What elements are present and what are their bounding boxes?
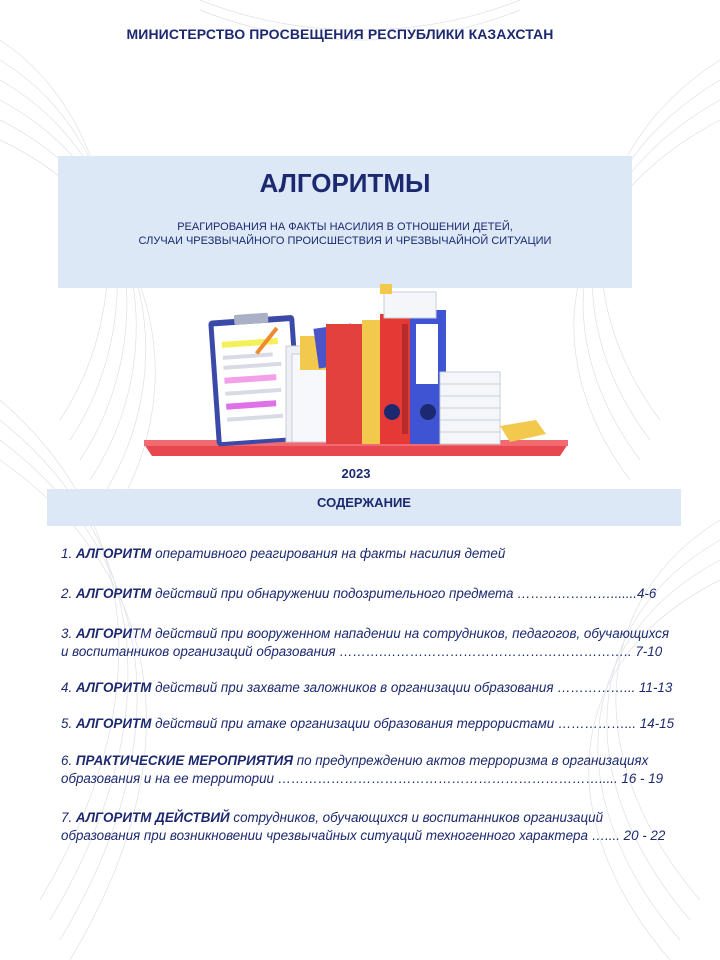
toc-item-number: 7. (61, 810, 76, 825)
toc-item-bold: АЛГОРИТМ (75, 680, 152, 695)
toc-item-text: действий при обнаружении подозрительного предмета ………………….......4-6 (151, 586, 657, 601)
toc-item-number: 2. (61, 586, 76, 601)
toc-item (61, 585, 681, 603)
toc-item-text: действий при захвате заложников в организации образования ……………... 11-13 (151, 680, 673, 695)
toc-item-number: 5. (61, 716, 76, 731)
ministry-header: МИНИСТЕРСТВО ПРОСВЕЩЕНИЯ РЕСПУБЛИКИ КАЗАХСТАН (126, 26, 554, 42)
documents-folders-illustration (140, 284, 572, 458)
year-label: 2023 (341, 466, 371, 481)
contents-heading: СОДЕРЖАНИЕ (317, 495, 411, 510)
toc-item-text-continued: образования и на ее территории ………………………………………………………………..... 16 - 19 (61, 771, 664, 786)
toc-item-text: действий при атаке организации образования террористами ……………... 14-15 (151, 716, 675, 731)
subtitle-line-1: РЕАГИРОВАНИЯ НА ФАКТЫ НАСИЛИЯ В ОТНОШЕНИИ ДЕТЕЙ, (177, 221, 513, 233)
toc-item-bold: АЛГОРИ (75, 626, 132, 641)
subtitle-line-2: СЛУЧАИ ЧРЕЗВЫЧАЙНОГО ПРОИСШЕСТВИЯ И ЧРЕЗВЫЧАЙНОЙ СИТУАЦИИ (138, 235, 552, 247)
toc-item (61, 625, 681, 661)
document-subtitle (58, 220, 632, 248)
toc-item (61, 545, 681, 563)
contents-heading-bar (47, 489, 681, 526)
toc-item-bold: ПРАКТИЧЕСКИЕ МЕРОПРИЯТИЯ (75, 753, 294, 768)
toc-item-text: по предупреждению актов терроризма в организациях (293, 753, 649, 768)
title-panel (58, 156, 632, 288)
toc-item-text: сотрудников, обучающихся и воспитанников организаций (229, 810, 604, 825)
toc-item-text-continued: и воспитанников организаций образования ……….……………………………………………….. 7-10 (61, 644, 663, 659)
toc-item (61, 752, 681, 788)
toc-item-bold: АЛГОРИТМ (75, 716, 152, 731)
toc-item-number: 3. (61, 626, 76, 641)
toc-item (61, 679, 681, 697)
toc-item-number: 4. (61, 680, 76, 695)
toc-item-text-continued: образования при возникновении чрезвычайных ситуаций техногенного характера ….... 20 - 22 (61, 828, 666, 843)
toc-item-bold: АЛГОРИТМ (75, 586, 152, 601)
toc-item-number: 6. (61, 753, 76, 768)
toc-item-bold: АЛГОРИТМ ДЕЙСТВИЙ (75, 810, 230, 825)
document-title: АЛГОРИТМЫ (259, 168, 431, 198)
toc-item (61, 809, 681, 845)
toc-item-bold: АЛГОРИТМ (75, 546, 152, 561)
toc-item-text: оперативного реагирования на факты насилия детей (151, 546, 506, 561)
toc-item-text: ТМ действий при вооруженном нападении на сотрудников, педагогов, обучающихся (131, 626, 669, 641)
toc-item-number: 1. (61, 546, 76, 561)
toc-item (61, 715, 681, 733)
